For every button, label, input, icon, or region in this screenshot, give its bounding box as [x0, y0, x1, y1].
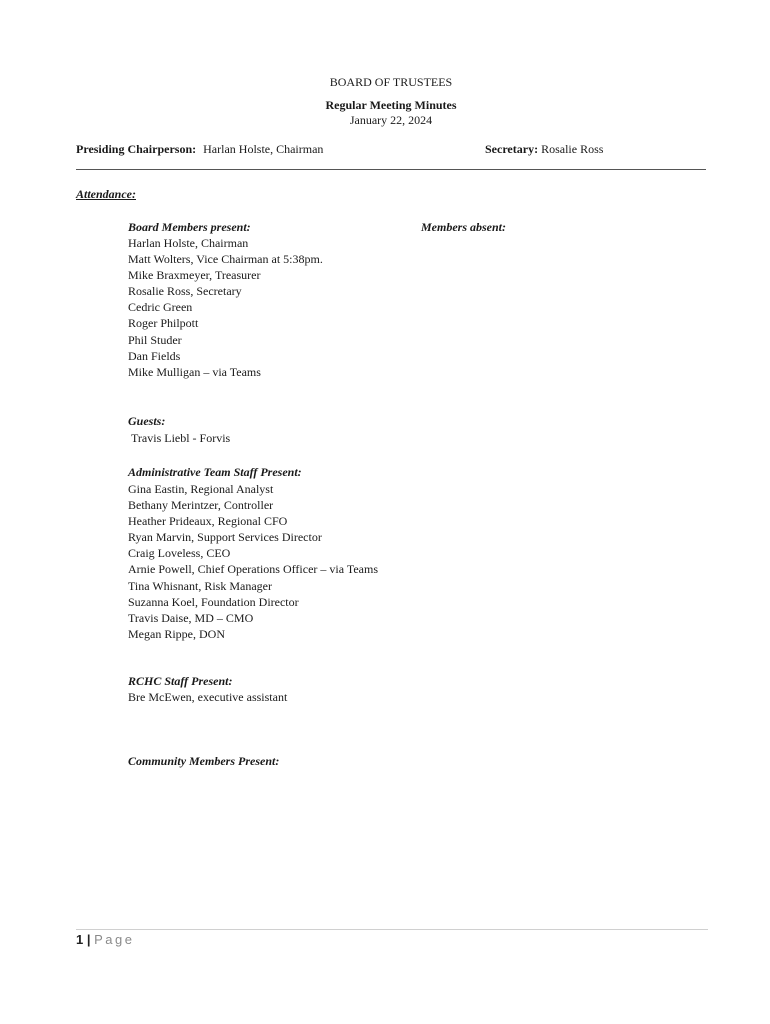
rchc-list: [128, 689, 287, 705]
list-item: Heather Prideaux, Regional CFO: [128, 514, 288, 529]
list-item: Matt Wolters, Vice Chairman at 5:38pm.: [128, 252, 323, 267]
list-item: Travis Daise, MD – CMO: [128, 610, 254, 625]
footer-separator: |: [86, 932, 91, 947]
list-item: Rosalie Ross, Secretary: [128, 284, 242, 299]
list-item: Ryan Marvin, Support Services Director: [128, 530, 322, 545]
list-item: Suzanna Koel, Foundation Director: [128, 594, 299, 609]
list-item: Megan Rippe, DON: [128, 626, 225, 641]
list-item: Gina Eastin, Regional Analyst: [128, 482, 274, 496]
admin-heading: Administrative Team Staff Present:: [128, 465, 302, 479]
secretary-name: Rosalie Ross: [541, 142, 604, 156]
list-item: Harlan Holste, Chairman: [128, 236, 249, 250]
members-absent-heading: Members absent:: [421, 220, 506, 234]
secretary: [485, 142, 603, 157]
list-item: Roger Philpott: [128, 316, 199, 331]
list-item: Tina Whisnant, Risk Manager: [128, 578, 272, 593]
board-present-list: [128, 235, 323, 380]
list-item: Dan Fields: [128, 348, 181, 363]
attendance-heading: Attendance:: [76, 187, 136, 201]
guests-list: [131, 430, 230, 446]
page-label: Page: [94, 932, 135, 947]
list-item: Mike Mulligan – via Teams: [128, 364, 261, 379]
meeting-date: January 22, 2024: [349, 113, 433, 127]
document-title: Regular Meeting Minutes: [325, 98, 457, 112]
list-item: Travis Liebl - Forvis: [131, 431, 231, 445]
guests-heading: Guests:: [128, 414, 166, 428]
presiding-label: Presiding Chairperson:: [76, 142, 197, 156]
list-item: Arnie Powell, Chief Operations Officer – via Teams: [128, 562, 378, 577]
secretary-label: Secretary:: [485, 142, 539, 156]
list-item: Craig Loveless, CEO: [128, 546, 231, 561]
org-title: BOARD OF TRUSTEES: [329, 75, 453, 89]
header-divider: [76, 169, 706, 170]
rchc-heading: RCHC Staff Present:: [128, 674, 233, 688]
admin-list: [128, 481, 378, 642]
presiding-chairperson: [76, 142, 323, 157]
board-present-heading: Board Members present:: [128, 220, 251, 234]
page-number: 1: [76, 932, 84, 947]
list-item: Bre McEwen, executive assistant: [128, 690, 288, 704]
list-item: Mike Braxmeyer, Treasurer: [128, 268, 261, 283]
page-footer: [76, 932, 135, 947]
presiding-name: Harlan Holste, Chairman: [203, 142, 324, 156]
list-item: Bethany Merintzer, Controller: [128, 498, 274, 513]
community-heading: Community Members Present:: [128, 754, 280, 768]
footer-divider: [76, 929, 708, 930]
list-item: Phil Studer: [128, 332, 182, 347]
list-item: Cedric Green: [128, 300, 193, 315]
